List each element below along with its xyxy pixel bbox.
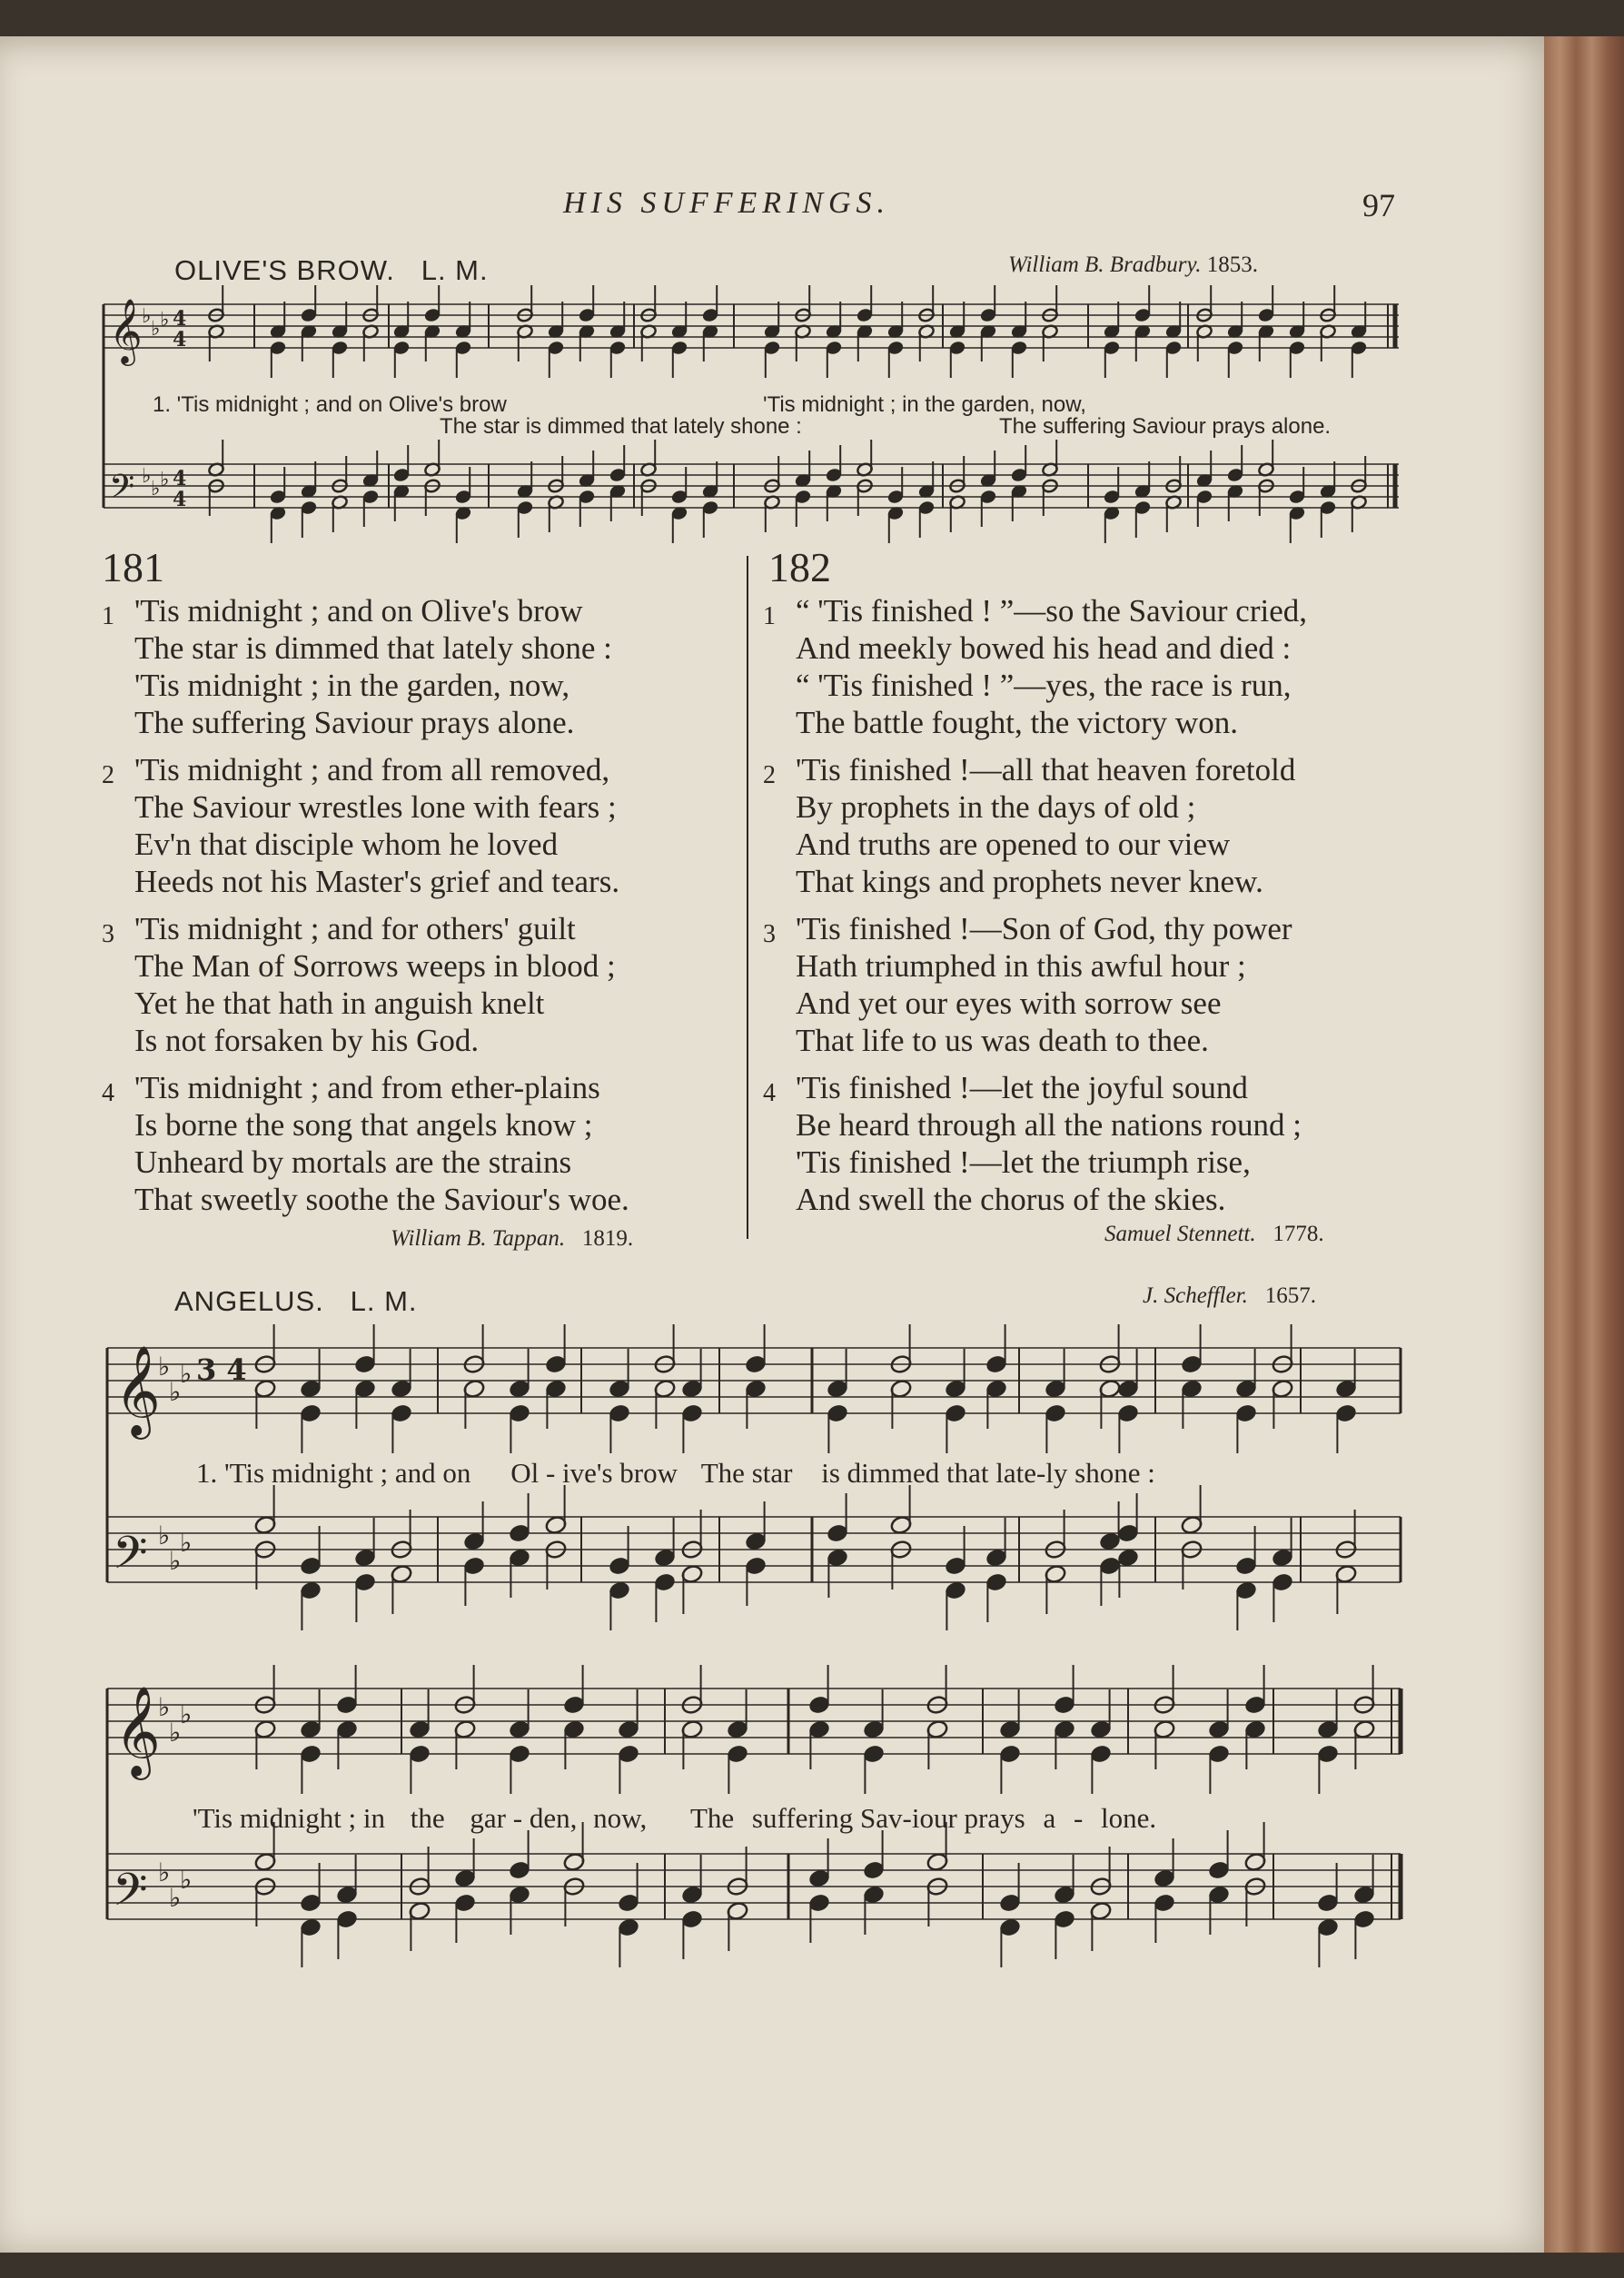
stanza-line: The Saviour wrestles lone with fears ; — [134, 789, 617, 825]
composer-year: 1853. — [1206, 253, 1258, 277]
svg-text:♭: ♭ — [169, 1718, 182, 1748]
svg-text:♭: ♭ — [180, 1699, 193, 1729]
hymn-number-181: 181 — [102, 544, 164, 590]
stanza-line: 'Tis midnight ; and from all removed, — [134, 752, 610, 787]
stanza-line: That kings and prophets never knew. — [796, 864, 1263, 899]
hymn182-stanza-3 — [763, 910, 1417, 1065]
stanza-number: 3 — [763, 920, 776, 948]
stanza-line: And swell the chorus of the skies. — [796, 1182, 1226, 1217]
svg-text:♭: ♭ — [169, 1377, 182, 1407]
lyric-syllable: The star — [700, 1457, 793, 1489]
hymn182-author — [1104, 1222, 1324, 1247]
hymn181-stanza-4 — [102, 1069, 728, 1223]
stanza-number: 3 — [102, 920, 114, 948]
svg-text:♭: ♭ — [158, 1857, 171, 1887]
tune-lyric-line2a: The star is dimmed that lately shone : — [440, 414, 802, 439]
stanza-line: 'Tis finished !—all that heaven foretold — [796, 752, 1296, 787]
svg-text:♭: ♭ — [180, 1359, 193, 1389]
lyric-syllable: The — [689, 1802, 735, 1834]
stanza-line: The Man of Sorrows weeps in blood ; — [134, 948, 616, 984]
stanza-line: 'Tis midnight ; and on Olive's brow — [134, 593, 583, 629]
stanza-line: Is borne the song that angels know ; — [134, 1107, 593, 1143]
stanza-line: The suffering Saviour prays alone. — [134, 705, 575, 740]
tune-composer — [1008, 253, 1258, 278]
stanza-line: That life to us was death to thee. — [796, 1023, 1209, 1058]
composer-name: J. Scheffler. — [1143, 1283, 1248, 1308]
stanza-line: “ 'Tis finished ! ”—so the Saviour cried, — [796, 593, 1307, 629]
svg-text:♭: ♭ — [158, 1352, 171, 1382]
tune-lyric-line1a: 1. 'Tis midnight ; and on Olive's brow — [153, 392, 507, 417]
svg-text:♭: ♭ — [142, 465, 152, 488]
author-year: 1819. — [581, 1226, 634, 1251]
tune-name: OLIVE'S BROW. — [174, 254, 395, 286]
svg-text:4: 4 — [173, 307, 187, 331]
stanza-line: 'Tis midnight ; and from ether-plains — [134, 1070, 600, 1105]
author-year: 1778. — [1272, 1222, 1324, 1246]
stanza-line: That sweetly soothe the Saviour's woe. — [134, 1182, 629, 1217]
hymn182-stanza-2 — [763, 751, 1417, 906]
tune-title-angelus — [174, 1285, 418, 1318]
stanza-line: “ 'Tis finished ! ”—yes, the race is run, — [796, 668, 1292, 703]
stanza-line: Heeds not his Master's grief and tears. — [134, 864, 620, 899]
author-name: William B. Tappan. — [391, 1226, 566, 1251]
lyric-syllable: 'Tis midnight ; in — [193, 1802, 386, 1834]
hymn-number-182: 182 — [768, 544, 831, 590]
stanza-line: And yet our eyes with sorrow see — [796, 985, 1222, 1021]
stanza-line: And meekly bowed his head and died : — [796, 630, 1292, 666]
svg-text:♭: ♭ — [142, 305, 152, 328]
stanza-line: Is not forsaken by his God. — [134, 1023, 480, 1058]
svg-text:4: 4 — [173, 467, 187, 490]
svg-text:𝄢: 𝄢 — [113, 1527, 148, 1590]
author-name: Samuel Stennett. — [1104, 1222, 1256, 1246]
stanza-line: 'Tis midnight ; and for others' guilt — [134, 911, 576, 946]
tune-composer-angelus — [1143, 1283, 1316, 1309]
hymn181-author — [391, 1226, 633, 1252]
stanza-line: Unheard by mortals are the strains — [134, 1144, 572, 1180]
tune-title — [174, 254, 489, 287]
tune-lyric-line1b: 'Tis midnight ; in the garden, now, — [763, 392, 1086, 417]
stanza-line: Ev'n that disciple whom he loved — [134, 827, 559, 862]
hymn181-stanza-1 — [102, 592, 728, 747]
svg-text:𝄢: 𝄢 — [113, 1864, 148, 1927]
stanza-number: 4 — [763, 1079, 776, 1107]
svg-text:𝄢: 𝄢 — [109, 468, 135, 514]
stanza-line: 'Tis finished !—let the triumph rise, — [796, 1144, 1251, 1180]
svg-text:4: 4 — [173, 488, 187, 511]
tune-lyric-line2b: The suffering Saviour prays alone. — [999, 414, 1332, 439]
stanza-number: 4 — [102, 1079, 114, 1107]
svg-text:𝄞: 𝄞 — [109, 297, 143, 363]
stanza-number: 2 — [763, 761, 776, 789]
svg-text:♭: ♭ — [151, 478, 161, 500]
svg-text:♭: ♭ — [169, 1883, 182, 1913]
stanza-line: By prophets in the days of old ; — [796, 789, 1196, 825]
composer-year: 1657. — [1264, 1283, 1316, 1308]
svg-text:♭: ♭ — [180, 1528, 193, 1558]
stanza-line: The battle fought, the victory won. — [796, 705, 1238, 740]
stanza-line: 'Tis finished !—Son of God, thy power — [796, 911, 1292, 946]
angelus-lyric-row2 — [193, 1802, 1391, 1835]
svg-text:♭: ♭ — [180, 1865, 193, 1895]
stanza-line: Yet he that hath in anguish knelt — [134, 985, 545, 1021]
svg-text:♭: ♭ — [151, 318, 161, 341]
stanza-line: Be heard through all the nations round ; — [796, 1107, 1302, 1143]
lyric-syllable: is dimmed that late-ly shone : — [821, 1457, 1155, 1489]
svg-text:𝄞: 𝄞 — [114, 1686, 161, 1777]
running-head: HIS SUFFERINGS. — [563, 186, 891, 220]
tune-meter: L. M. — [421, 254, 489, 286]
column-divider — [747, 556, 748, 1239]
hymn182-stanza-1 — [763, 592, 1417, 747]
stanza-line: 'Tis midnight ; in the garden, now, — [134, 668, 570, 703]
stanza-line: Hath triumphed in this awful hour ; — [796, 948, 1246, 984]
stanza-line: 'Tis finished !—let the joyful sound — [796, 1070, 1248, 1105]
tune-meter: L. M. — [350, 1285, 418, 1317]
hymn181-stanza-2 — [102, 751, 728, 906]
svg-text:4: 4 — [173, 328, 187, 352]
stanza-number: 1 — [763, 602, 776, 630]
lyric-syllable: 1. 'Tis midnight ; and on — [196, 1457, 471, 1489]
stanza-line: And truths are opened to our view — [796, 827, 1231, 862]
svg-text:♭: ♭ — [160, 309, 170, 332]
svg-text:𝄞: 𝄞 — [114, 1345, 161, 1436]
lyric-syllable: lone. — [1101, 1802, 1157, 1834]
time-signature: 3 4 — [196, 1352, 247, 1387]
stanza-number: 1 — [102, 602, 114, 630]
lyric-syllable: now, — [593, 1802, 648, 1834]
page-number: 97 — [1362, 187, 1395, 223]
book-page-edges — [1544, 36, 1624, 2253]
composer-name: William B. Bradbury. — [1008, 253, 1202, 277]
lyric-syllable: - — [1073, 1802, 1084, 1834]
svg-text:♭: ♭ — [158, 1520, 171, 1550]
lyric-syllable: a — [1043, 1802, 1056, 1834]
stanza-number: 2 — [102, 761, 114, 789]
hymn181-stanza-3 — [102, 910, 728, 1065]
lyric-syllable: gar - den, — [470, 1802, 578, 1834]
lyric-syllable: the — [410, 1802, 445, 1834]
lyric-syllable: suffering Sav-iour prays — [751, 1802, 1025, 1834]
svg-text:♭: ♭ — [158, 1692, 171, 1722]
hymn182-stanza-4 — [763, 1069, 1417, 1223]
tune-name: ANGELUS. — [174, 1285, 324, 1317]
lyric-syllable: Ol - ive's brow — [510, 1457, 678, 1489]
stanza-line: The star is dimmed that lately shone : — [134, 630, 612, 666]
svg-text:♭: ♭ — [160, 469, 170, 491]
angelus-lyric-row1 — [196, 1457, 1395, 1490]
svg-text:♭: ♭ — [169, 1546, 182, 1576]
